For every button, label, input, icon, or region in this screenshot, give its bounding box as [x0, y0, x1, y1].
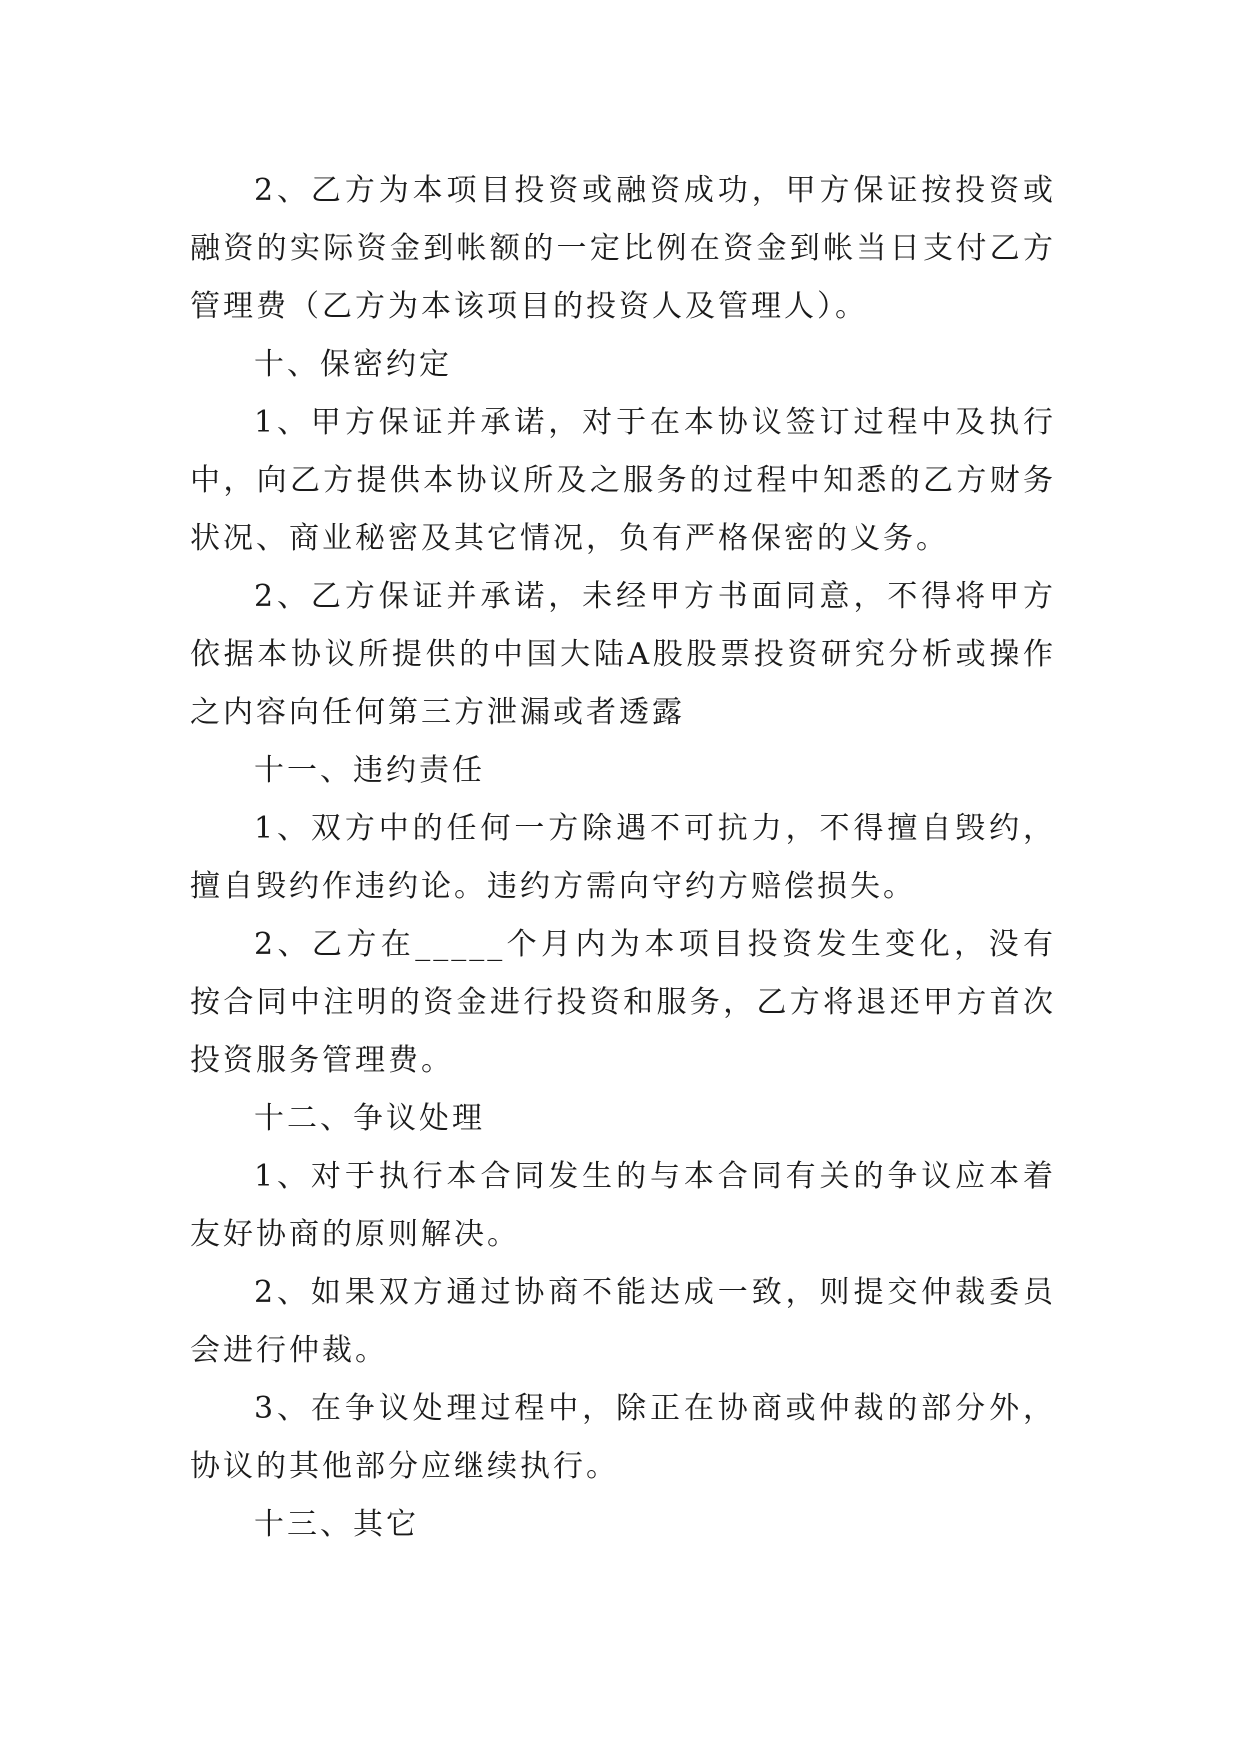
clause-12-item-1: 1、对于执行本合同发生的与本合同有关的争议应本着友好协商的原则解决。 [190, 1159, 1056, 1252]
section-heading-other: 十三、其它 [254, 1507, 419, 1542]
clause-11-item-1: 1、双方中的任何一方除遇不可抗力，不得擅自毁约，擅自毁约作违约论。违约方需向守约方赔偿损失。 [190, 811, 1056, 904]
clause-10-item-2: 2、乙方保证并承诺，未经甲方书面同意，不得将甲方依据本协议所提供的中国大陆A股股票投资研究分析或操作之内容向任何第三方泄漏或者透露 [190, 579, 1056, 730]
document-body [190, 162, 1056, 1554]
section-heading-liability: 十一、违约责任 [254, 753, 485, 788]
clause-12-item-3: 3、在争议处理过程中，除正在协商或仲裁的部分外，协议的其他部分应继续执行。 [190, 1391, 1056, 1484]
clause-10-item-1: 1、甲方保证并承诺，对于在本协议签订过程中及执行中，向乙方提供本协议所及之服务的过程中知悉的乙方财务状况、商业秘密及其它情况，负有严格保密的义务。 [190, 405, 1056, 556]
clause-12-item-2: 2、如果双方通过协商不能达成一致，则提交仲裁委员会进行仲裁。 [190, 1275, 1056, 1368]
section-heading-confidentiality: 十、保密约定 [254, 347, 452, 382]
clause-9-item-2: 2、乙方为本项目投资或融资成功，甲方保证按投资或融资的实际资金到帐额的一定比例在资金到帐当日支付乙方管理费（乙方为本该项目的投资人及管理人）。 [190, 173, 1056, 324]
section-heading-dispute: 十二、争议处理 [254, 1101, 485, 1136]
clause-11-item-2: 2、乙方在_____个月内为本项目投资发生变化，没有按合同中注明的资金进行投资和服务，乙方将退还甲方首次投资服务管理费。 [190, 927, 1056, 1078]
